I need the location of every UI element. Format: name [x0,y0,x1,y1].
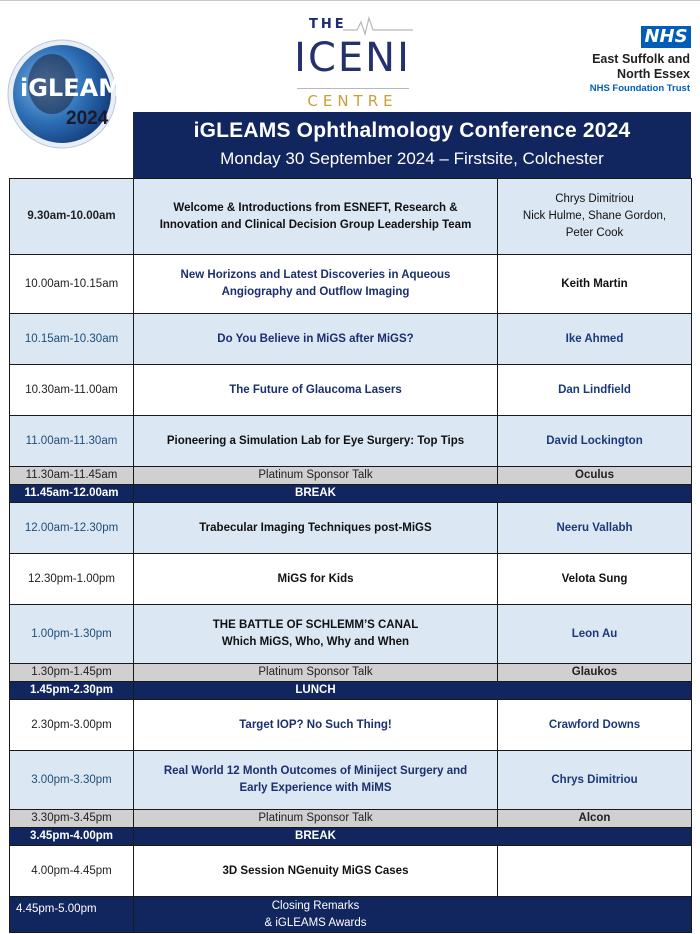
iceni-centre-logo [285,14,420,110]
session-title-line: 3D Session NGenuity MiGS Cases [222,864,409,877]
schedule-row [10,605,692,664]
heartbeat-icon [343,16,413,36]
session-title-line: Trabecular Imaging Techniques post-MiGS [199,521,432,534]
session-title-line: Platinum Sponsor Talk [258,666,373,678]
session-time: 11.45am-12.00am [10,485,134,503]
session-title [134,751,498,810]
session-title [134,255,498,314]
session-time: 1.45pm-2.30pm [10,682,134,700]
schedule-row [10,664,692,682]
session-time: 3.45pm-4.00pm [10,828,134,846]
session-time: 9.30am-10.00am [10,179,134,255]
session-title-line: & iGLEAMS Awards [264,916,367,929]
schedule-row [10,416,692,467]
session-title [134,810,498,828]
session-speaker-line: Peter Cook [565,227,624,239]
session-title [134,179,498,255]
session-title [134,897,692,933]
session-speaker-line: Glaukos [571,666,618,678]
session-time: 1.00pm-1.30pm [10,605,134,664]
schedule-row [10,846,692,897]
session-speaker [498,846,692,897]
session-title [134,846,498,897]
session-speaker [498,255,692,314]
schedule-row [10,554,692,605]
session-time: 1.30pm-1.45pm [10,664,134,682]
schedule-row [10,179,692,255]
iceni-logo-rule [297,88,409,89]
conference-title: iGLEAMS Ophthalmology Conference 2024 [193,119,631,142]
session-title-line: BREAK [295,487,336,499]
session-speaker-line: Dan Lindfield [558,383,631,396]
nhs-trust-line2: North Essex [617,67,690,81]
session-time: 11.00am-11.30am [10,416,134,467]
schedule-row [10,828,692,846]
session-time: 10.15am-10.30am [10,314,134,365]
session-title [134,314,498,365]
session-speaker-line: Keith Martin [561,277,628,290]
session-title-line: Angiography and Outflow Imaging [221,286,410,298]
session-time: 4.00pm-4.45pm [10,846,134,897]
session-speaker [498,416,692,467]
session-title [134,682,692,700]
session-speaker-line: Leon Au [571,627,618,640]
session-speaker [498,179,692,255]
session-time: 11.30am-11.45am [10,467,134,485]
session-speaker-line: David Lockington [546,434,643,447]
top-border [0,0,700,6]
schedule-row [10,810,692,828]
session-title [134,416,498,467]
session-time: 12.30pm-1.00pm [10,554,134,605]
session-title-line: Early Experience with MiMS [239,782,392,794]
session-speaker [498,810,692,828]
conference-subtitle: Monday 30 September 2024 – Firstsite, Colchester [220,149,604,168]
nhs-trust-line1: East Suffolk and [592,52,690,66]
iceni-logo-the: THE [309,17,347,32]
session-speaker [498,503,692,554]
schedule-row [10,751,692,810]
session-title-line: THE BATTLE OF SCHLEMM’S CANAL [212,619,419,631]
session-speaker-line: Nick Hulme, Shane Gordon, [522,210,667,222]
session-title [134,700,498,751]
session-title-line: Innovation and Clinical Decision Group Leadership Team [159,218,472,231]
session-time: 12.00am-12.30pm [10,503,134,554]
nhs-trust-line3: NHS Foundation Trust [589,83,690,94]
session-title-line: LUNCH [295,684,336,696]
iceni-logo-centre: CENTRE [307,92,398,110]
session-speaker-line: Velota Sung [561,572,628,585]
iceni-logo-main: ICENI [294,35,411,81]
session-time: 10.30am-11.00am [10,365,134,416]
session-speaker-line: Ike Ahmed [565,332,624,345]
session-title-line: The Future of Glaucoma Lasers [229,383,402,396]
session-speaker [498,365,692,416]
session-time: 4.45pm-5.00pm [10,897,134,933]
session-title-line: Platinum Sponsor Talk [258,812,373,824]
igleams-logo-text: iGLEAMS [20,74,140,102]
session-time: 10.00am-10.15am [10,255,134,314]
session-title-line: New Horizons and Latest Discoveries in Aqueous [180,269,451,281]
schedule-row [10,700,692,751]
igleams-logo [6,38,140,150]
session-time: 3.00pm-3.30pm [10,751,134,810]
schedule-row [10,365,692,416]
igleams-logo-year: 2024 [66,108,109,129]
session-speaker [498,605,692,664]
session-title-line: Do You Believe in MiGS after MiGS? [217,332,414,345]
session-speaker-line: Chrys Dimitriou [555,193,634,205]
schedule-row [10,485,692,503]
session-title-line: Real World 12 Month Outcomes of Miniject Surgery and [163,765,468,777]
session-title [134,605,498,664]
session-title [134,554,498,605]
session-speaker-line: Alcon [578,812,611,824]
session-title-line: Pioneering a Simulation Lab for Eye Surgery: Top Tips [166,434,465,447]
nhs-logo-badge: NHS [641,26,691,48]
schedule-row [10,503,692,554]
session-title [134,503,498,554]
session-title-line: Platinum Sponsor Talk [258,469,373,481]
session-title-line: Closing Remarks [271,899,360,912]
session-speaker [498,467,692,485]
schedule-row [10,314,692,365]
session-title-line: BREAK [295,830,336,842]
schedule-row [10,467,692,485]
session-speaker-line: Oculus [575,469,614,481]
session-title-line: MiGS for Kids [277,572,354,585]
session-speaker [498,314,692,365]
session-speaker-line: Crawford Downs [548,718,641,731]
nhs-trust-name [590,52,690,95]
session-speaker-line: Chrys Dimitriou [551,773,638,786]
session-title-line: Target IOP? No Such Thing! [239,718,392,731]
schedule-body [10,179,692,933]
session-time: 3.30pm-3.45pm [10,810,134,828]
session-speaker [498,554,692,605]
session-speaker [498,700,692,751]
schedule-table [9,178,692,933]
session-title [134,828,692,846]
session-title [134,365,498,416]
session-time: 2.30pm-3.00pm [10,700,134,751]
schedule-row [10,255,692,314]
session-speaker-line: Neeru Vallabh [556,521,633,534]
session-speaker [498,751,692,810]
schedule-row [10,897,692,933]
session-speaker [498,664,692,682]
session-title-line: Which MiGS, Who, Why and When [221,636,410,648]
session-title [134,485,692,503]
conference-banner [133,112,691,178]
session-title-line: Welcome & Introductions from ESNEFT, Research & [173,201,458,214]
session-title [134,467,498,485]
session-title [134,664,498,682]
schedule-row [10,682,692,700]
